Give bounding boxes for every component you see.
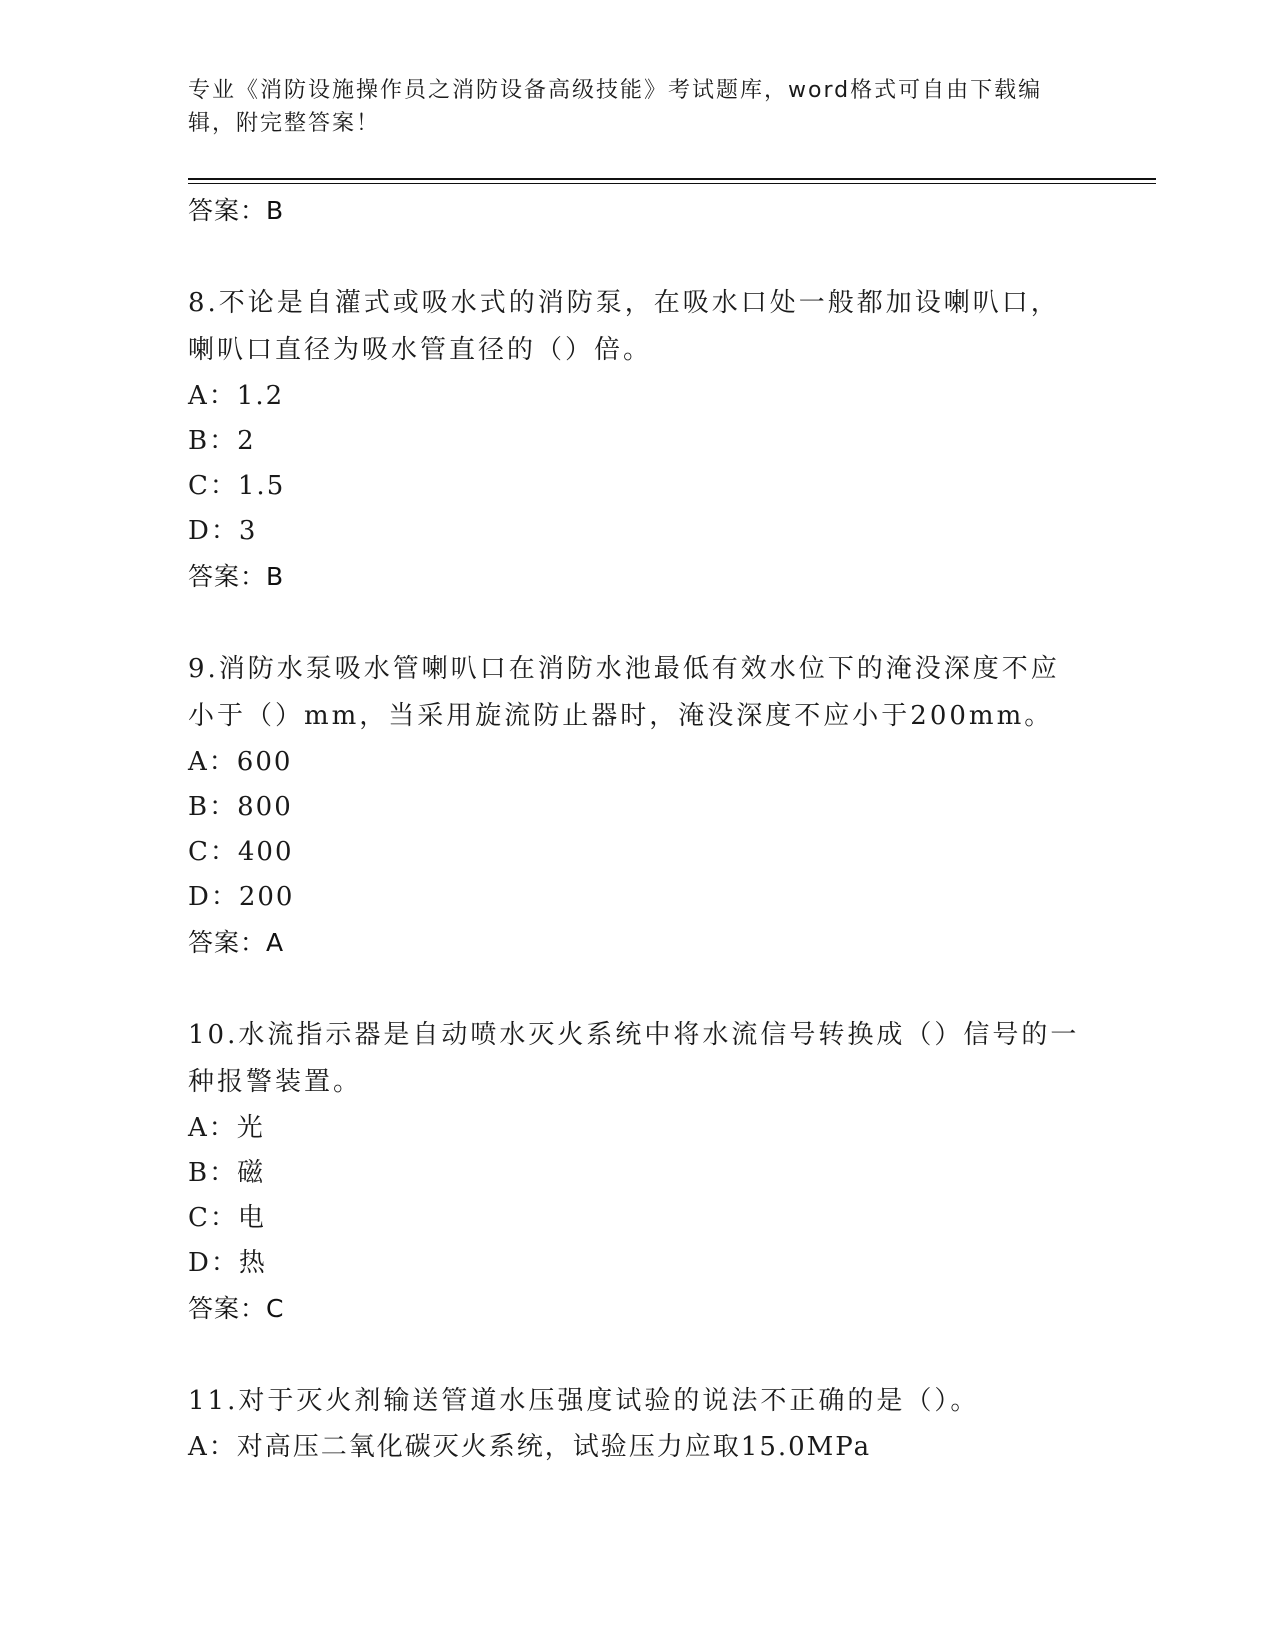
option-c: C：400: [188, 837, 294, 867]
question-block: [188, 646, 1088, 966]
question-text: 10.水流指示器是自动喷水灭火系统中将水流信号转换成（）信号的一种报警装置。: [188, 1020, 1080, 1097]
option-b: B：磁: [188, 1158, 266, 1188]
question-text: 8.不论是自灌式或吸水式的消防泵，在吸水口处一般都加设喇叭口，喇叭口直径为吸水管直径的（）倍。: [188, 288, 1060, 365]
document-header: 专业《消防设施操作员之消防设备高级技能》考试题库，word格式可自由下载编辑，附完整答案！: [188, 78, 1043, 136]
question-text: 11.对于灭火剂输送管道水压强度试验的说法不正确的是（）。: [188, 1386, 980, 1416]
question-block: [188, 1012, 1088, 1332]
question-block: [188, 280, 1088, 600]
question-text: 9.消防水泵吸水管喇叭口在消防水池最低有效水位下的淹没深度不应小于（）mm，当采用旋流防止器时，淹没深度不应小于200mm。: [188, 654, 1060, 731]
answer-line: 答案：B: [188, 196, 285, 225]
option-a: A：光: [188, 1113, 265, 1143]
option-c: C：1.5: [188, 471, 286, 501]
answer-line: 答案：B: [188, 562, 285, 591]
option-a: A：600: [188, 747, 293, 777]
option-d: D：3: [188, 516, 258, 546]
answer-line: 答案：A: [188, 928, 285, 957]
option-b: B：800: [188, 792, 293, 822]
question-list: [188, 188, 1088, 1470]
option-d: D：热: [188, 1248, 267, 1278]
option-d: D：200: [188, 882, 295, 912]
option-a: A：对高压二氧化碳灭火系统，试验压力应取15.0MPa: [188, 1432, 872, 1462]
question-block: [188, 1378, 1088, 1470]
header-rule-thin: [188, 183, 1156, 184]
header-rule-thick: [188, 178, 1156, 180]
option-b: B：2: [188, 426, 256, 456]
option-a: A：1.2: [188, 381, 285, 411]
answer-line: 答案：C: [188, 1294, 285, 1323]
option-c: C：电: [188, 1203, 266, 1233]
